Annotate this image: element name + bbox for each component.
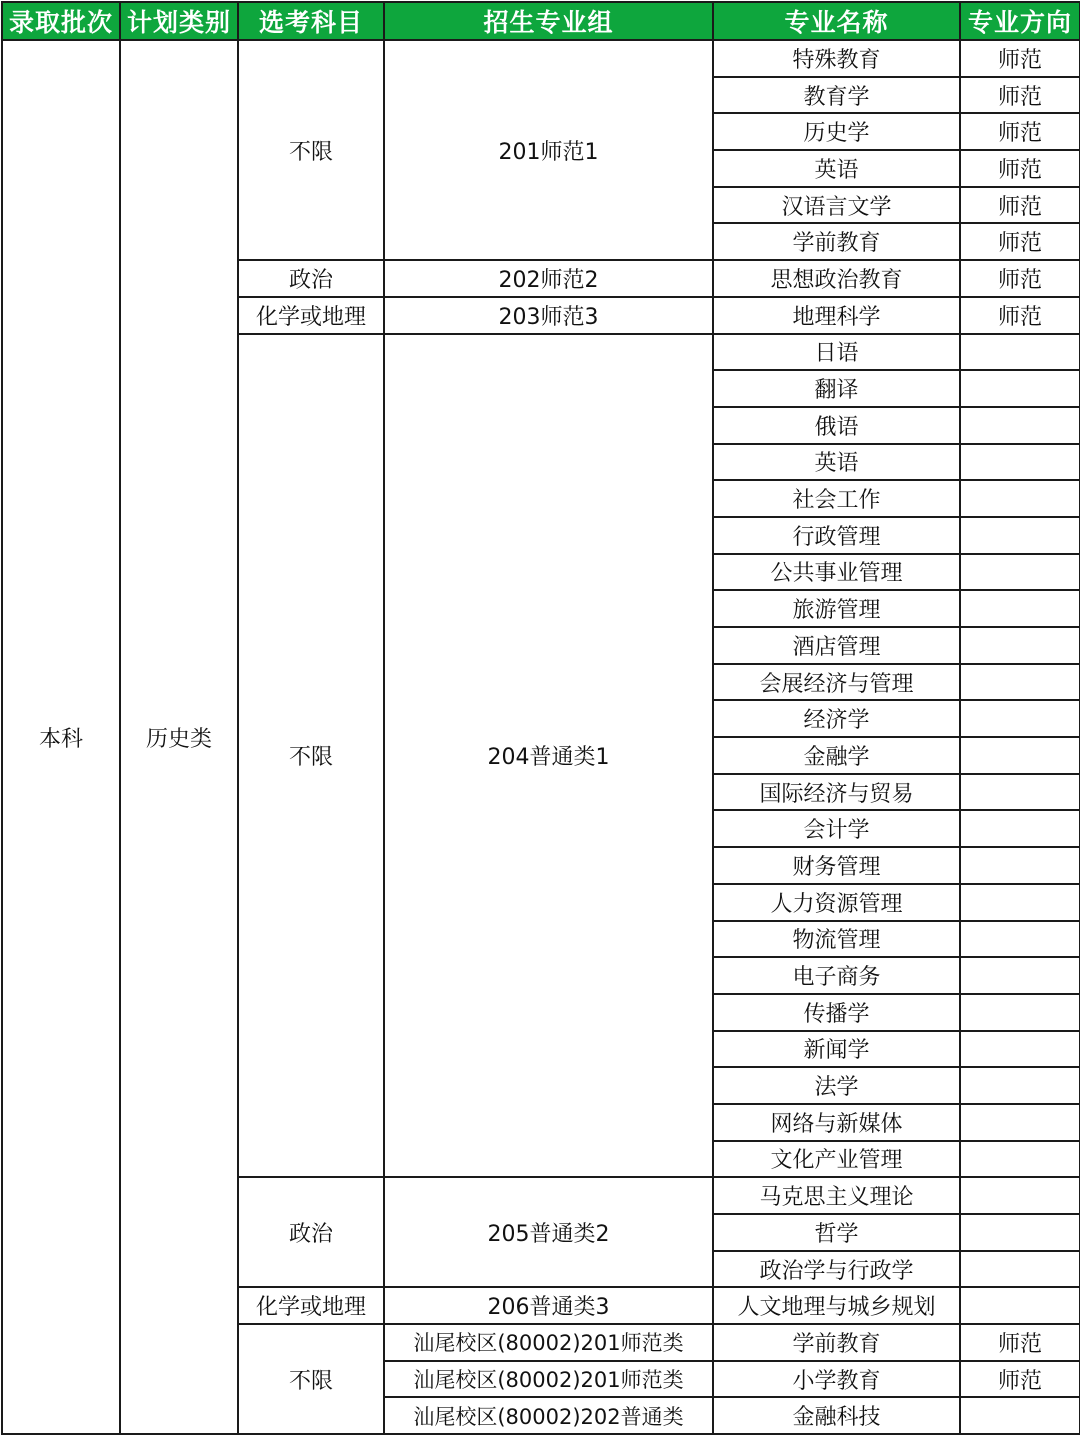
direction-cell — [960, 664, 1080, 701]
subject-cell: 不限 — [238, 40, 384, 260]
direction-cell — [960, 1031, 1080, 1068]
major-cell: 文化产业管理 — [713, 1141, 960, 1178]
major-cell: 学前教育 — [713, 223, 960, 260]
major-cell: 思想政治教育 — [713, 260, 960, 297]
major-cell: 日语 — [713, 334, 960, 371]
direction-cell — [960, 774, 1080, 811]
direction-cell — [960, 590, 1080, 627]
direction-cell — [960, 1214, 1080, 1251]
direction-cell: 师范 — [960, 260, 1080, 297]
group-cell: 201师范1 — [384, 40, 713, 260]
direction-cell — [960, 1287, 1080, 1324]
major-cell: 酒店管理 — [713, 627, 960, 664]
subject-cell: 化学或地理 — [238, 1287, 384, 1324]
major-cell: 公共事业管理 — [713, 554, 960, 591]
major-cell: 网络与新媒体 — [713, 1104, 960, 1141]
major-cell: 英语 — [713, 150, 960, 187]
major-cell: 学前教育 — [713, 1324, 960, 1361]
table-body — [2, 40, 1080, 1434]
group-cell: 汕尾校区(80002)202普通类 — [384, 1397, 713, 1434]
direction-cell: 师范 — [960, 113, 1080, 150]
direction-cell — [960, 957, 1080, 994]
direction-cell — [960, 444, 1080, 481]
major-cell: 电子商务 — [713, 957, 960, 994]
major-cell: 物流管理 — [713, 921, 960, 958]
header-batch: 录取批次 — [2, 2, 120, 40]
header-subjects: 选考科目 — [238, 2, 384, 40]
subject-cell: 不限 — [238, 1324, 384, 1434]
major-cell: 马克思主义理论 — [713, 1177, 960, 1214]
batch-cell: 本科 — [2, 40, 120, 1434]
major-cell: 人力资源管理 — [713, 884, 960, 921]
subject-cell: 政治 — [238, 1177, 384, 1287]
direction-cell: 师范 — [960, 40, 1080, 77]
direction-cell — [960, 1067, 1080, 1104]
major-cell: 国际经济与贸易 — [713, 774, 960, 811]
major-cell: 法学 — [713, 1067, 960, 1104]
direction-cell — [960, 1141, 1080, 1178]
subject-cell: 政治 — [238, 260, 384, 297]
major-cell: 小学教育 — [713, 1361, 960, 1398]
direction-cell — [960, 1397, 1080, 1434]
major-cell: 教育学 — [713, 77, 960, 114]
direction-cell: 师范 — [960, 77, 1080, 114]
group-cell: 汕尾校区(80002)201师范类 — [384, 1361, 713, 1398]
table-row — [2, 40, 1080, 77]
direction-cell: 师范 — [960, 1361, 1080, 1398]
direction-cell: 师范 — [960, 150, 1080, 187]
header-direction: 专业方向 — [960, 2, 1080, 40]
major-cell: 财务管理 — [713, 847, 960, 884]
plan-cell: 历史类 — [120, 40, 238, 1434]
group-cell: 汕尾校区(80002)201师范类 — [384, 1324, 713, 1361]
direction-cell — [960, 554, 1080, 591]
major-cell: 社会工作 — [713, 480, 960, 517]
major-cell: 政治学与行政学 — [713, 1251, 960, 1288]
major-cell: 翻译 — [713, 370, 960, 407]
major-cell: 金融科技 — [713, 1397, 960, 1434]
major-cell: 新闻学 — [713, 1031, 960, 1068]
direction-cell — [960, 847, 1080, 884]
major-cell: 金融学 — [713, 737, 960, 774]
major-cell: 会计学 — [713, 810, 960, 847]
group-cell: 203师范3 — [384, 297, 713, 334]
major-cell: 特殊教育 — [713, 40, 960, 77]
subject-cell: 化学或地理 — [238, 297, 384, 334]
direction-cell — [960, 1251, 1080, 1288]
direction-cell — [960, 517, 1080, 554]
major-cell: 俄语 — [713, 407, 960, 444]
direction-cell — [960, 334, 1080, 371]
major-cell: 行政管理 — [713, 517, 960, 554]
header-plan: 计划类别 — [120, 2, 238, 40]
major-cell: 英语 — [713, 444, 960, 481]
group-cell: 206普通类3 — [384, 1287, 713, 1324]
major-cell: 旅游管理 — [713, 590, 960, 627]
major-cell: 汉语言文学 — [713, 187, 960, 224]
direction-cell — [960, 884, 1080, 921]
header-major: 专业名称 — [713, 2, 960, 40]
major-cell: 传播学 — [713, 994, 960, 1031]
direction-cell — [960, 370, 1080, 407]
group-cell: 205普通类2 — [384, 1177, 713, 1287]
major-cell: 人文地理与城乡规划 — [713, 1287, 960, 1324]
direction-cell — [960, 407, 1080, 444]
direction-cell — [960, 1104, 1080, 1141]
group-cell: 204普通类1 — [384, 334, 713, 1178]
admission-table — [1, 1, 1080, 1435]
major-cell: 经济学 — [713, 700, 960, 737]
direction-cell — [960, 1177, 1080, 1214]
direction-cell — [960, 480, 1080, 517]
major-cell: 会展经济与管理 — [713, 664, 960, 701]
major-cell: 哲学 — [713, 1214, 960, 1251]
direction-cell — [960, 700, 1080, 737]
direction-cell: 师范 — [960, 223, 1080, 260]
major-cell: 地理科学 — [713, 297, 960, 334]
direction-cell: 师范 — [960, 1324, 1080, 1361]
major-cell: 历史学 — [713, 113, 960, 150]
header-row — [2, 2, 1080, 40]
subject-cell: 不限 — [238, 334, 384, 1178]
direction-cell — [960, 994, 1080, 1031]
header-group: 招生专业组 — [384, 2, 713, 40]
direction-cell — [960, 921, 1080, 958]
direction-cell — [960, 737, 1080, 774]
direction-cell: 师范 — [960, 297, 1080, 334]
direction-cell — [960, 810, 1080, 847]
direction-cell — [960, 627, 1080, 664]
group-cell: 202师范2 — [384, 260, 713, 297]
direction-cell: 师范 — [960, 187, 1080, 224]
